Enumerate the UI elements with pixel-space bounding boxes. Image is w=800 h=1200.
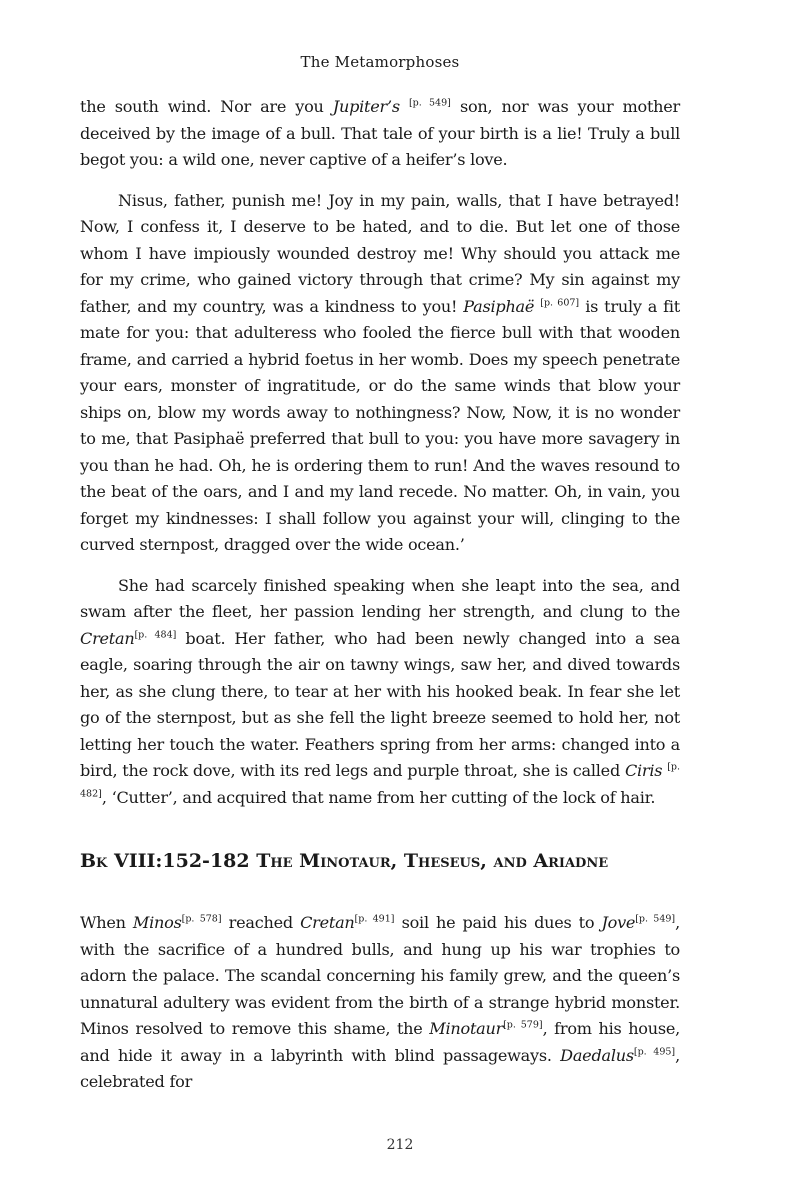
page-number: 212 [386,1137,414,1153]
name-ciris: Ciris [624,761,663,780]
paragraph-2: Nisus, father, punish me! Joy in my pain, walls, that I have betrayed! Now, I confess it, I deserve to be hated, and to die. But let one of those whom I have impiously wounded destroy me! Why should you attack me for my crime, who gained victory through that crime? My sin against my father, and my country, was a kindness to you! Pasiphaë [p. 607] is truly a fit mate for you: that adulteress who fooled the fierce bull with that wooden frame, and carried a hybrid foetus in her womb. Does my speech penetrate your ears, monster of ingratitude, or do the same winds that blow your ships on, blow my words away to nothingness? Now, Now, it is no wonder to me, that Pasiphaë preferred that bull to you: you have more savagery in you than he had. Oh, he is ordering them to run! And the waves resound to the beat of the oars, and I and my land recede. No matter. Oh, in vain, you forget my kindnesses: I shall follow you against your will, clinging to the curved sternpost, dragged over the wide ocean.’ [80,190,680,554]
page-reference: [p. 482] [80,761,680,800]
paragraph-1: the south wind. Nor are you Jupiter’s [p. 549] son, nor was your mother deceived by the image of a bull. That tale of your birth is a lie! Truly a bull begot you: a wild one, never captive of a heifer’s love. [80,97,680,169]
page-reference: [p. 484] [134,629,177,641]
paragraph-3: She had scarcely finished speaking when she leapt into the sea, and swam after the fleet, her passion lending her strength, and clung to the Cretan[p. 484] boat. Her father, who had been newly changed into a sea eagle, soaring through the air on tawny wings, saw her, and dived towards her, as she clung there, to tear at her with his hooked beak. In fear she let go of the sternpost, but as she fell the light breeze seemed to hold her, not letting her touch the water. Feathers spring from her arms: changed into a bird, the rock dove, with its red legs and purple throat, she is called Ciris [p. 482], ‘Cutter’, and acquired that name from her cutting of the lock of hair. [80,575,680,807]
section-heading: Bk VIII:152-182 The Minotaur, Theseus, and Ariadne [80,850,609,872]
running-header: The Metamorphoses [300,53,460,71]
page-reference: [p. 607] [540,297,580,309]
name-pasiphae: Pasiphaë [463,296,535,316]
name-jupiter: Jupiter’s [332,97,400,116]
page-body [80,52,680,1110]
paragraph-4: When Minos[p. 578] reached Cretan[p. 491] soil he paid his dues to Jove[p. 549], with the sacrifice of a hundred bulls, and hung up his war trophies to adorn the palace. The scandal concerning his family grew, and the queen’s unnatural adultery was evident from the birth of a strange hybrid monster. Minos resolved to remove this shame, the Minotaur[p. 579], from his house, and hide it away in a labyrinth with blind passageways. Daedalus[p. 495], celebrated for [80,913,681,1091]
page-reference: [p. 549] [408,97,451,109]
page-reference: [p. 549] [635,913,676,925]
name-jove: Jove [601,913,636,932]
name-cretan: Cretan [300,913,355,932]
page-reference: [p. 495] [633,1046,676,1058]
page-reference: [p. 579] [503,1019,543,1031]
page-reference: [p. 491] [354,913,395,925]
name-minotaur: Minotaur [429,1019,504,1038]
name-cretan: Cretan [80,628,135,648]
page-reference: [p. 578] [181,913,222,925]
name-minos: Minos [132,913,182,932]
name-daedalus: Daedalus [560,1045,634,1065]
